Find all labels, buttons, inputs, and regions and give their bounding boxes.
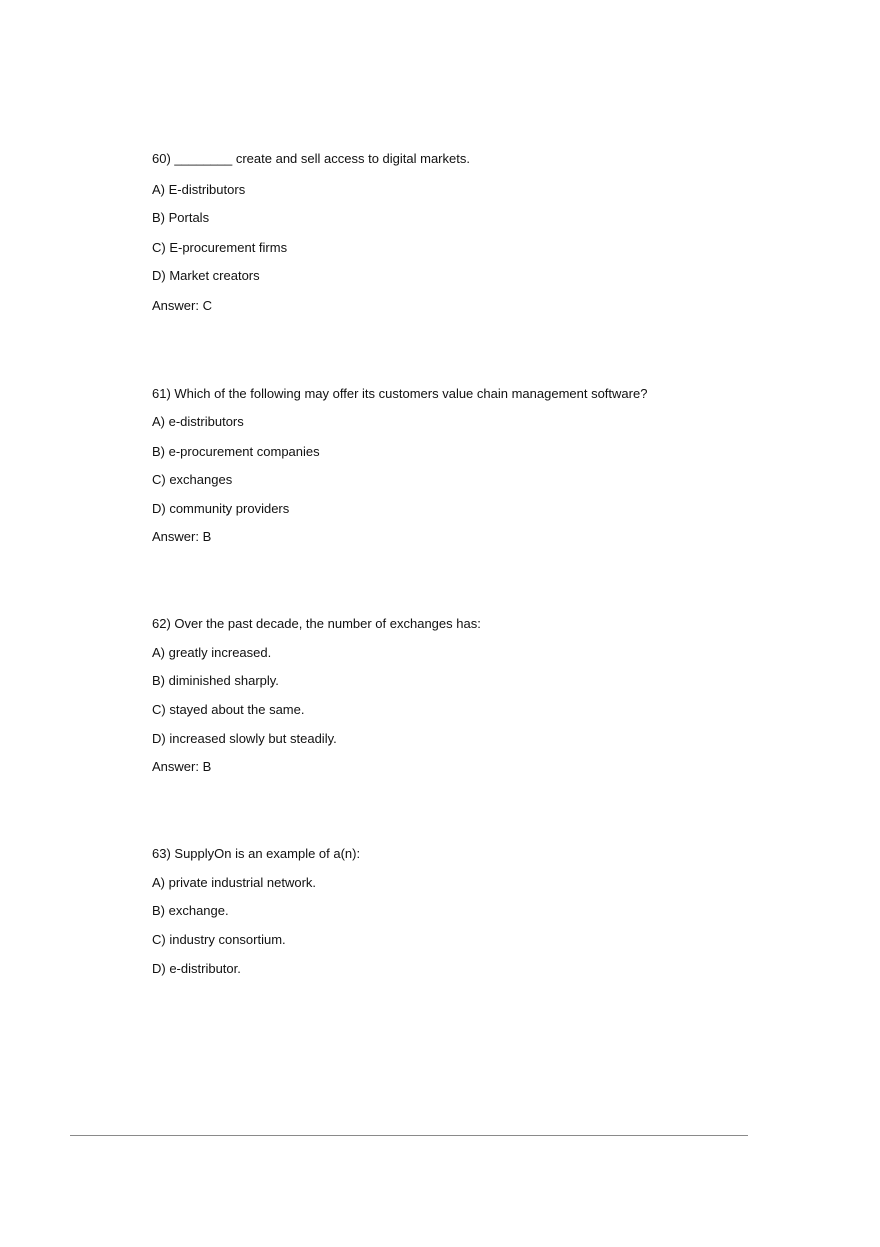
option-c: C) stayed about the same.: [152, 702, 305, 717]
option-a: A) e-distributors: [152, 414, 244, 429]
option-b: B) e-procurement companies: [152, 444, 320, 459]
option-a: A) private industrial network.: [152, 875, 317, 890]
option-c: C) E-procurement firms: [152, 240, 288, 255]
option-d: D) community providers: [152, 501, 290, 516]
question-stem: 61) Which of the following may offer its customers value chain management software?: [152, 386, 648, 401]
option-b: B) diminished sharply.: [152, 673, 279, 688]
answer-line: Answer: B: [152, 759, 212, 774]
question-stem: 60) ________ create and sell access to digital markets.: [152, 151, 470, 166]
answer-line: Answer: B: [152, 529, 212, 544]
option-d: D) e-distributor.: [152, 961, 241, 976]
option-c: C) exchanges: [152, 472, 233, 487]
question-stem: 63) SupplyOn is an example of a(n):: [152, 846, 361, 861]
option-b: B) exchange.: [152, 903, 229, 918]
option-d: D) Market creators: [152, 268, 260, 283]
option-c: C) industry consortium.: [152, 932, 286, 947]
answer-line: Answer: C: [152, 298, 212, 313]
option-a: A) E-distributors: [152, 182, 246, 197]
footer-divider: [70, 1135, 748, 1136]
option-d: D) increased slowly but steadily.: [152, 731, 337, 746]
option-a: A) greatly increased.: [152, 645, 272, 660]
option-b: B) Portals: [152, 210, 210, 225]
question-stem: 62) Over the past decade, the number of exchanges has:: [152, 616, 481, 631]
